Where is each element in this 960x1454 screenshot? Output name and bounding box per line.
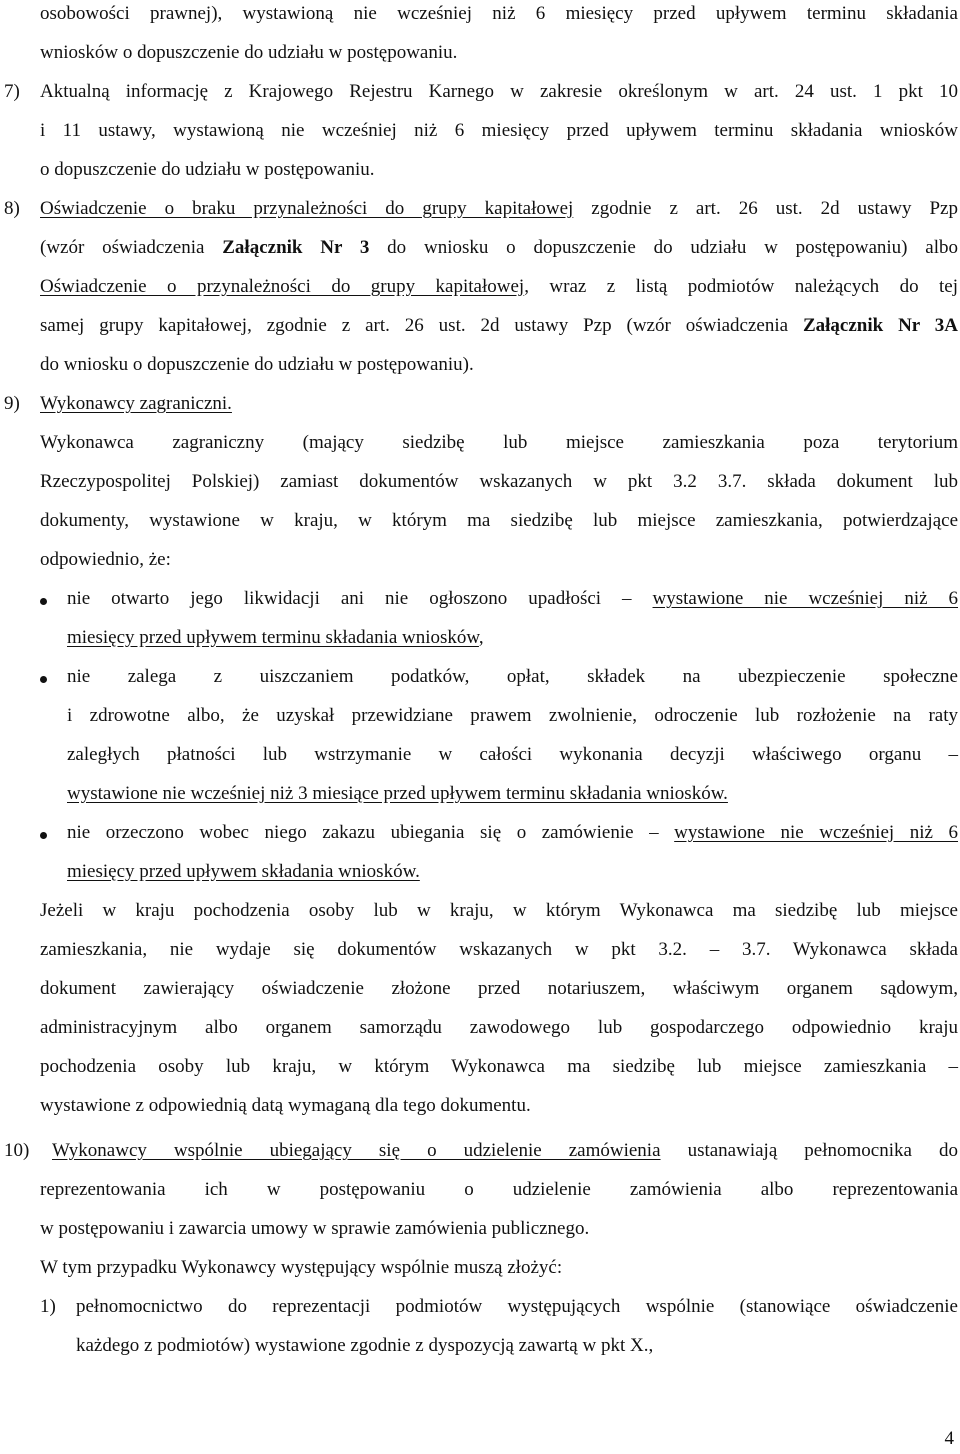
text-line: wystawione z odpowiednią datą wymaganą dla tego dokumentu. xyxy=(40,1095,531,1116)
bullet-icon xyxy=(40,598,47,605)
text-line: osobowości prawnej), wystawioną nie wcześniej niż 6 miesięcy przed upływem terminu składania xyxy=(40,3,958,24)
text-line: administracyjnym albo organem samorządu zawodowego lub gospodarczego odpowiednio kraju xyxy=(40,1017,958,1038)
text-line: Oświadczenie o braku przynależności do grupy kapitałowej zgodnie z art. 26 ust. 2d ustawy Pzp xyxy=(40,198,958,219)
text-line: zaległych płatności lub wstrzymanie w całości wykonania decyzji właściwego organu – xyxy=(67,744,958,765)
text-line: wniosków o dopuszczenie do udziału w postępowaniu. xyxy=(40,42,458,63)
text-line: każdego z podmiotów) wystawione zgodnie z dyspozycją zawartą w pkt X., xyxy=(76,1335,654,1356)
list-number: 1) xyxy=(40,1296,56,1317)
page-number: 4 xyxy=(944,1428,954,1449)
list-number: 9) xyxy=(4,393,20,414)
text-line: miesięcy przed upływem terminu składania wniosków, xyxy=(67,627,484,648)
text-line: nie zalega z uiszczaniem podatków, opłat, składek na ubezpieczenie społeczne xyxy=(67,666,958,687)
text-line: o dopuszczenie do udziału w postępowaniu. xyxy=(40,159,375,180)
bullet-icon xyxy=(40,676,47,683)
text-line: Wykonawcy wspólnie ubiegający się o udzielenie zamówienia ustanawiają pełnomocnika do xyxy=(52,1140,958,1161)
underlined-term: Wykonawcy wspólnie ubiegający się o udzielenie zamówienia xyxy=(52,1140,661,1161)
text-line: Jeżeli w kraju pochodzenia osoby lub w kraju, w którym Wykonawca ma siedzibę lub miejsce xyxy=(40,900,958,921)
underlined-term: wystawione nie wcześniej niż 6 xyxy=(674,822,959,843)
text-line: Aktualną informację z Krajowego Rejestru Karnego w zakresie określonym w art. 24 ust. 1 pkt 10 xyxy=(40,81,958,102)
text-line: nie orzeczono wobec niego zakazu ubiegania się o zamówienie – wystawione nie wcześniej niż 6 xyxy=(67,822,959,843)
text-line: pełnomocnictwo do reprezentacji podmiotów występujących wspólnie (stanowiące oświadczenie xyxy=(76,1296,958,1317)
text-line: Wykonawca zagraniczny (mający siedzibę lub miejsce zamieszkania poza terytorium xyxy=(40,432,958,453)
text-line: pochodzenia osoby lub kraju, w którym Wykonawca ma siedzibę lub miejsce zamieszkania – xyxy=(40,1056,958,1077)
text-line: zamieszkania, nie wydaje się dokumentów wskazanych w pkt 3.2. – 3.7. Wykonawca składa xyxy=(40,939,958,960)
underlined-term: miesięcy przed upływem terminu składania wniosków xyxy=(67,627,479,648)
list-number: 10) xyxy=(4,1140,30,1161)
text-line: w postępowaniu i zawarcia umowy w sprawie zamówienia publicznego. xyxy=(40,1218,590,1239)
underlined-term: Oświadczenie o przynależności do grupy kapitałowej xyxy=(40,276,525,297)
underlined-term: Oświadczenie o braku przynależności do grupy kapitałowej xyxy=(40,198,574,219)
text-line: nie otwarto jego likwidacji ani nie ogłoszono upadłości – wystawione nie wcześniej niż 6 xyxy=(67,588,959,609)
underlined-term: wystawione nie wcześniej niż 3 miesiące przed upływem terminu składania wniosków. xyxy=(67,783,728,804)
attachment-ref: Załącznik Nr 3 xyxy=(222,237,370,258)
text-line: i zdrowotne albo, że uzyskał przewidziane prawem zwolnienie, odroczenie lub rozłożenie na raty xyxy=(67,705,958,726)
text-line: W tym przypadku Wykonawcy występujący wspólnie muszą złożyć: xyxy=(40,1257,563,1278)
text-line: dokumenty, wystawione w kraju, w którym ma siedzibę lub miejsce zamieszkania, potwierdzające xyxy=(40,510,958,531)
text-line: dokument zawierający oświadczenie złożone przed notariuszem, właściwym organem sądowym, xyxy=(40,978,958,999)
text-line: do wniosku o dopuszczenie do udziału w postępowaniu). xyxy=(40,354,474,375)
list-number: 8) xyxy=(4,198,20,219)
text-line: reprezentowania ich w postępowaniu o udzielenie zamówienia albo reprezentowania xyxy=(40,1179,958,1200)
underlined-term: miesięcy przed upływem składania wniosków. xyxy=(67,861,420,882)
text-line: Oświadczenie o przynależności do grupy kapitałowej, wraz z listą podmiotów należących do tej xyxy=(40,276,959,297)
text-line: (wzór oświadczenia Załącznik Nr 3 do wniosku o dopuszczenie do udziału w postępowaniu) albo xyxy=(40,237,958,258)
text-line: odpowiednio, że: xyxy=(40,549,171,570)
text-line: samej grupy kapitałowej, zgodnie z art. 26 ust. 2d ustawy Pzp (wzór oświadczenia Załącznik Nr 3A xyxy=(40,315,959,336)
section-heading: Wykonawcy zagraniczni. xyxy=(40,393,232,414)
bullet-icon xyxy=(40,832,47,839)
list-number: 7) xyxy=(4,81,20,102)
text-line: i 11 ustawy, wystawioną nie wcześniej niż 6 miesięcy przed upływem terminu składania wniosków xyxy=(40,120,958,141)
text-line: Rzeczypospolitej Polskiej) zamiast dokumentów wskazanych w pkt 3.2 3.7. składa dokument lub xyxy=(40,471,958,492)
underlined-term: wystawione nie wcześniej niż 6 xyxy=(652,588,959,609)
attachment-ref: Załącznik Nr 3A xyxy=(802,315,959,336)
